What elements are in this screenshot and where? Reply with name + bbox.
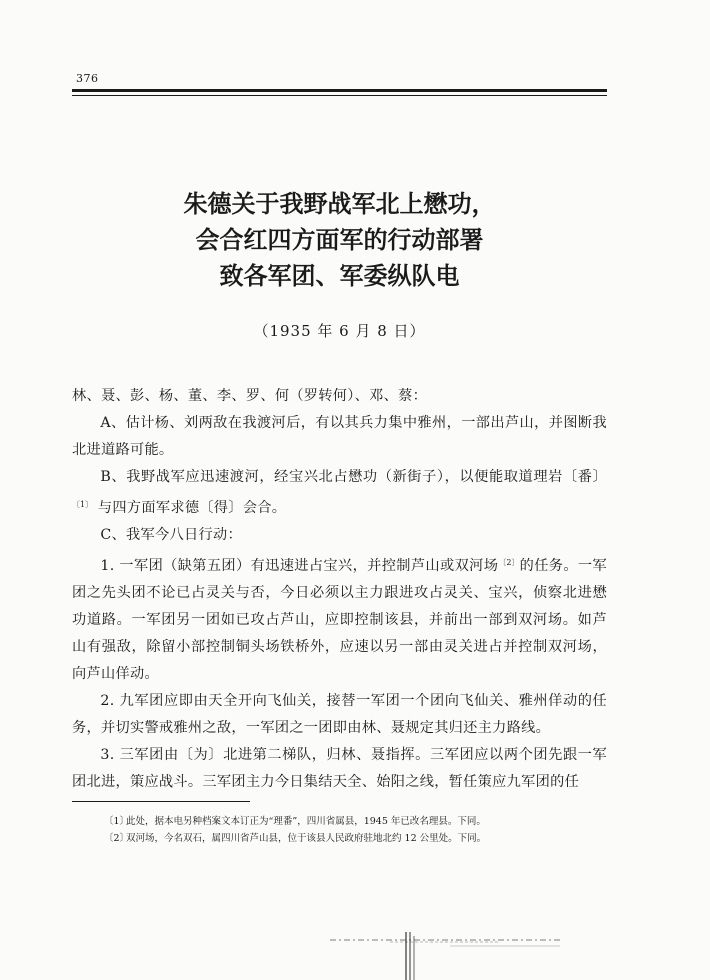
header-rule [72, 89, 607, 92]
title-line-1: 朱德关于我野战军北上懋功， [183, 190, 496, 218]
title-line-2: 会合红四方面军的行动部署 [195, 226, 484, 254]
footnote-1-text: 此处，据本电另种档案文本订正为“理番”，四川省属县，1945 年已改名理县。下同。 [126, 816, 486, 827]
footnote-rule [72, 801, 250, 802]
item-1-part-1: 1. 一军团（缺第五团）有迅速进占宝兴，并控制芦山或双河场 [100, 558, 499, 574]
footnote-2 [104, 830, 607, 847]
footnote-1 [104, 813, 607, 830]
paragraph-b [72, 464, 607, 522]
footnote-ref-2: 〔2〕 [498, 558, 520, 567]
document-date: （1935 年 6 月 8 日） [253, 322, 426, 340]
page-number: 376 [76, 72, 99, 85]
paragraph-a: A、估计杨、刘两敌在我渡河后，有以其兵力集中雅州，一部出芦山，并图断我北进道路可能。 [72, 415, 607, 458]
footnote-ref-1: 〔1〕 [72, 500, 94, 509]
paragraph-b-part-1: B、我野战军应迅速渡河，经宝兴北占懋功（新街子），以便能取道理岩〔番〕 [100, 469, 607, 485]
item-3: 3. 三军团由〔为〕北进第二梯队，归林、聂指挥。三军团应以两个团先跟一军团北进，策应战斗。三军团主力今日集结天全、始阳之线，暂任策应九军团的任 [72, 747, 607, 790]
addressees: 林、聂、彭、杨、董、李、罗、何（罗转何）、邓、蔡： [72, 388, 428, 404]
paragraph-c: C、我军今八日行动： [100, 527, 242, 543]
header-rule-thin [72, 95, 607, 96]
footnotes [104, 813, 607, 847]
telegram-body [72, 383, 607, 796]
document-title [72, 186, 607, 294]
title-line-3: 致各军团、军委纵队电 [219, 262, 460, 290]
paragraph-b-part-2: 与四方面军求德〔得〕会合。 [93, 500, 287, 516]
item-1 [72, 549, 607, 688]
footnote-2-text: 双河场，今名双石，属四川省芦山县，位于该县人民政府驻地北约 12 公里处。下同。 [126, 833, 487, 844]
scan-artifacts [330, 926, 560, 980]
footnote-1-mark: 〔1〕 [104, 816, 130, 827]
item-1-part-2: 的任务。一军团之先头团不论已占灵关与否，今日必须以主力跟进攻占灵关、宝兴，侦察北进懋功道路。一军团另一团如已攻占芦山，应即控制该县，并前出一部到双河场。如芦山有强敌，除留小部控制铜头场铁桥外，应速以另一部由灵关进占并控制双河场，向芦山佯动。 [72, 558, 607, 682]
footnote-2-mark: 〔2〕 [104, 833, 130, 844]
item-2: 2. 九军团应即由天全开向飞仙关，接替一军团一个团向飞仙关、雅州佯动的任务，并切实警戒雅州之敌，一军团之一团即由林、聂规定其归还主力路线。 [72, 693, 607, 736]
